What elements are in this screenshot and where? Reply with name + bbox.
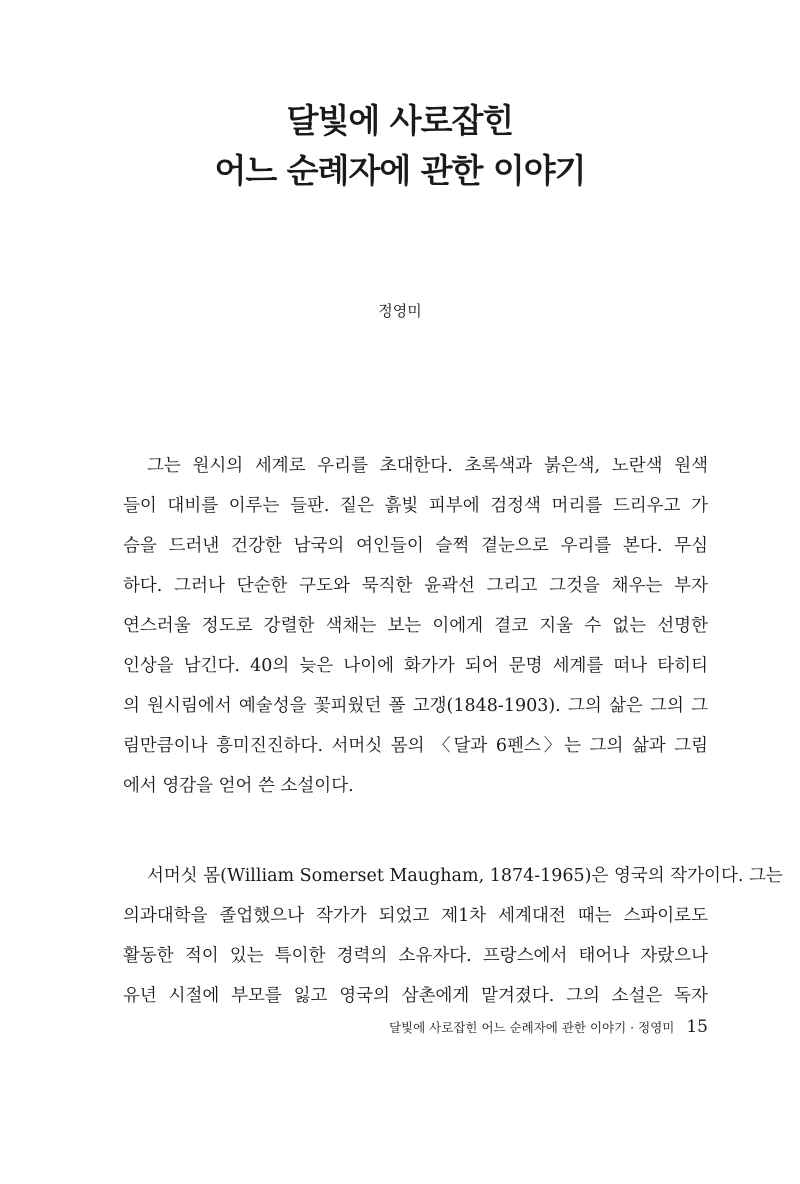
text-line: 에서 영감을 얻어 쓴 소설이다.	[123, 776, 354, 796]
running-title: 달빛에 사로잡힌 어느 순례자에 관한 이야기 · 정영미	[388, 1020, 675, 1035]
text-line: 들이 대비를 이루는 들판. 짙은 흙빛 피부에 검정색 머리를 드리우고 가	[123, 496, 708, 516]
text-line: 림만큼이나 흥미진진하다. 서머싯 몸의 〈달과 6펜스〉는 그의 삶과 그림	[123, 736, 708, 756]
page-number: 15	[686, 1017, 708, 1037]
title-block	[0, 96, 800, 196]
text-line: 유년 시절에 부모를 잃고 영국의 삼촌에게 맡겨졌다. 그의 소설은 독자	[123, 986, 708, 1006]
text-line: 하다. 그러나 단순한 구도와 묵직한 윤곽선 그리고 그것을 채우는 부자	[123, 576, 708, 596]
page-footer	[389, 1015, 708, 1040]
text-line: 활동한 적이 있는 특이한 경력의 소유자다. 프랑스에서 태어나 자랐으나	[123, 946, 708, 966]
text-line: 인상을 남긴다. 40의 늦은 나이에 화가가 되어 문명 세계를 떠나 타히티	[123, 656, 708, 676]
text-line: 의과대학을 졸업했으나 작가가 되었고 제1차 세계대전 때는 스파이로도	[123, 906, 708, 926]
text-line: 연스러울 정도로 강렬한 색채는 보는 이에게 결코 지울 수 없는 선명한	[123, 616, 708, 636]
title-line-1: 달빛에 사로잡힌	[286, 101, 514, 140]
title-line-2: 어느 순례자에 관한 이야기	[214, 151, 586, 190]
body-paragraph-1	[123, 446, 708, 806]
text-line: 슴을 드러낸 건강한 남국의 여인들이 슬쩍 곁눈으로 우리를 본다. 무심	[123, 536, 708, 556]
text-line: 그는 원시의 세계로 우리를 초대한다. 초록색과 붉은색, 노란색 원색	[147, 456, 708, 476]
body-paragraph-2	[123, 856, 783, 1016]
author-name: 정영미	[378, 302, 422, 320]
text-line: 의 원시림에서 예술성을 꽃피웠던 폴 고갱(1848-1903). 그의 삶은 그의 그	[123, 696, 708, 716]
text-line: 서머싯 몸(William Somerset Maugham, 1874-1965)은 영국의 작가이다. 그는	[147, 866, 783, 886]
